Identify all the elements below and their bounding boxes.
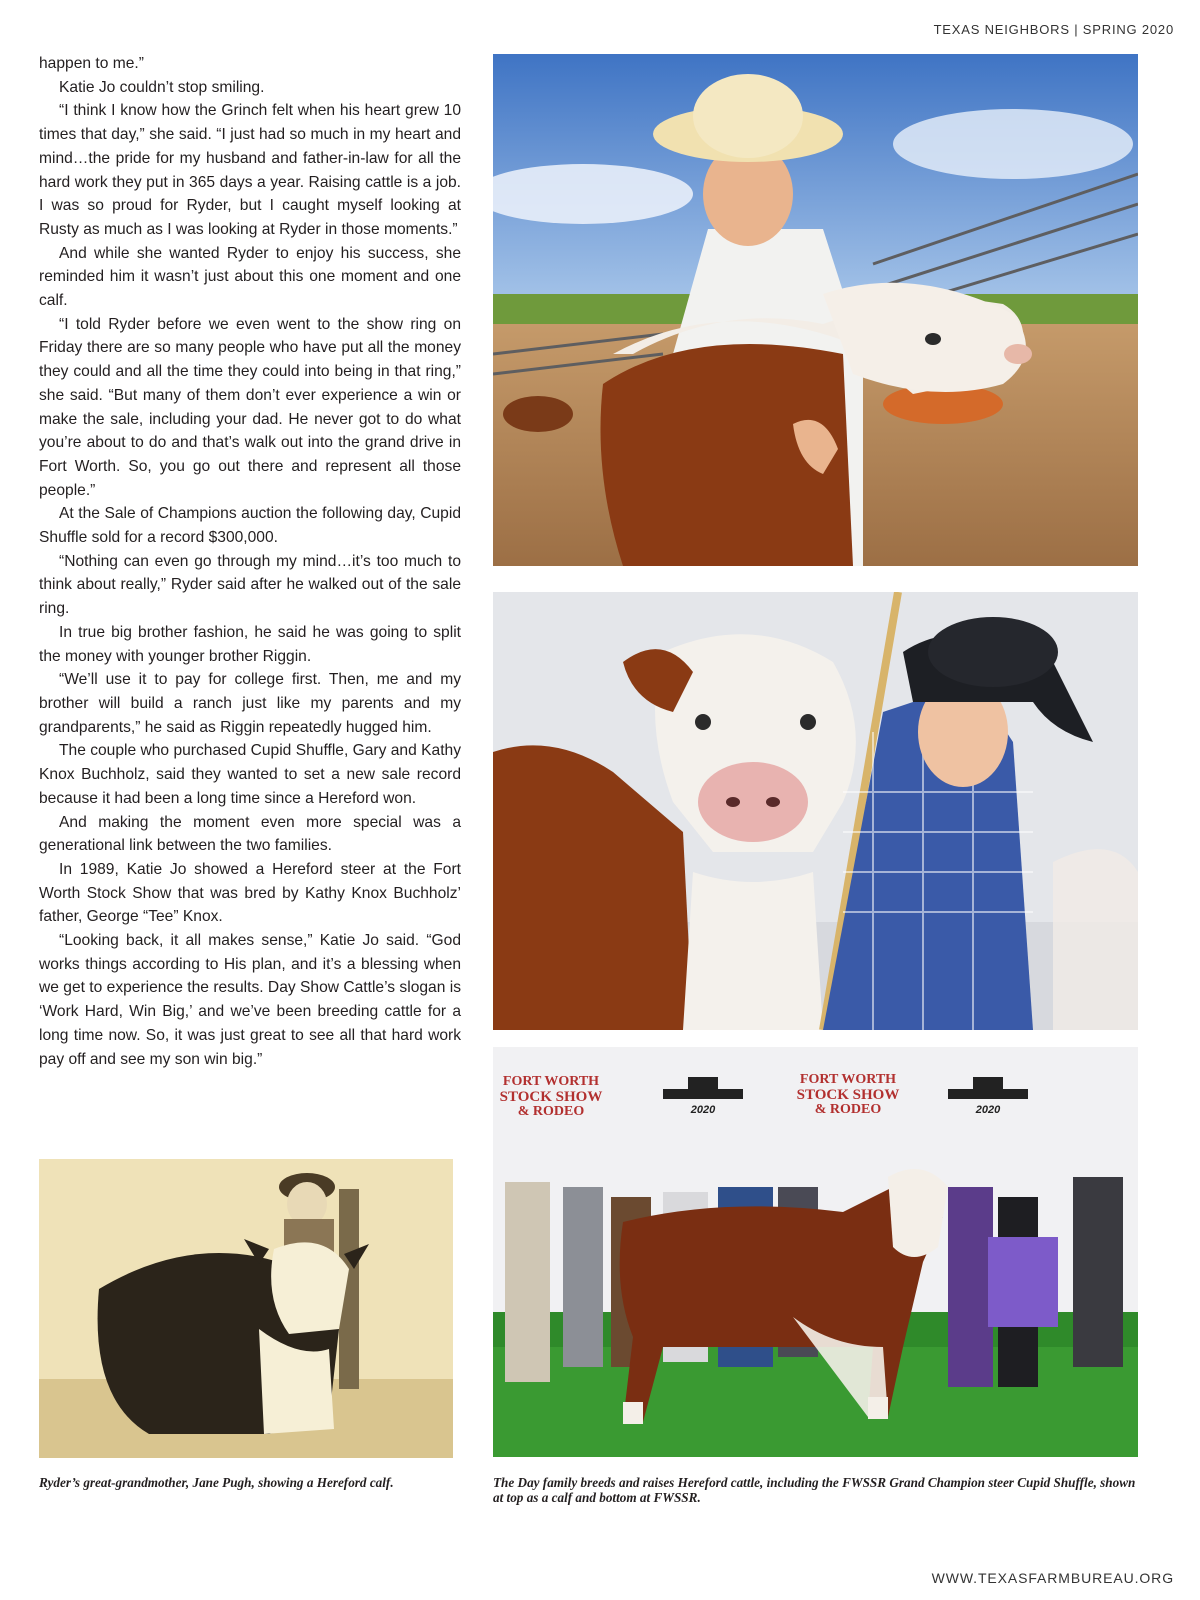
paragraph: “Looking back, it all makes sense,” Katie Jo said. “God works things according to His plan, and it’s a blessing when we get to experience the results. Day Show Cattle’s slogan is ‘Work Hard, Win Big,’ and we’ve been breeding cattle for a long time now. So, it was just great to see all that hard work pay off and see my son win big.”: [39, 932, 461, 1068]
photo-caption-right: The Day family breeds and raises Hereford cattle, including the FWSSR Grand Champion steer Cupid Shuffle, shown at top as a calf and bottom at FWSSR.: [493, 1475, 1136, 1505]
boy-showing-steer-photo: [493, 592, 1138, 1030]
backdrop-logo-text: STOCK SHOW: [796, 1087, 900, 1103]
vintage-photo: [39, 1159, 453, 1458]
article-body: [39, 52, 461, 1071]
paragraph: “Nothing can even go through my mind…it’s too much to think about really,” Ryder said after he walked out of the sale ring.: [39, 552, 461, 618]
backdrop-year: 2020: [975, 1104, 1001, 1116]
paragraph: The couple who purchased Cupid Shuffle, Gary and Kathy Knox Buchholz, said they wanted to set a new sale record because it had been a long time since a Hereford won.: [39, 742, 461, 807]
paragraph: happen to me.”: [39, 55, 144, 72]
show-photo: [493, 592, 1138, 1030]
backdrop-logo-text: STOCK SHOW: [499, 1089, 603, 1105]
paragraph: In true big brother fashion, he said he was going to split the money with younger brother Riggin.: [39, 623, 461, 665]
backdrop-logo-text: FORT WORTH: [502, 1074, 600, 1089]
backdrop-year: 2020: [690, 1104, 716, 1116]
champion-photo: [493, 1047, 1138, 1457]
calf-photo: [493, 54, 1138, 566]
paragraph: At the Sale of Champions auction the following day, Cupid Shuffle sold for a record $300,000.: [39, 505, 461, 547]
paragraph: “I told Ryder before we even went to the show ring on Friday there are so many people who have put all the money they could and all the time they could into being in that ring,” she said. “But many of them don’t ever experience a win or make the sale, including your dad. He never got to do what you’re about to do and that’s walk out into the grand drive in Fort Worth. So, you go out there and represent all those people.”: [39, 315, 461, 499]
backdrop-logo-text: & RODEO: [814, 1102, 882, 1117]
backdrop-logo-text: FORT WORTH: [799, 1072, 897, 1087]
paragraph: “I think I know how the Grinch felt when his heart grew 10 times that day,” she said. “I just had so much in my heart and mind…the pride for my husband and father-in-law for all the hard work they put in 365 days a year. Raising cattle is a job. I was so proud for Ryder, but I caught myself looking at Rusty as much as I was looking at Ryder in those moments.”: [39, 102, 461, 238]
website-url: WWW.TEXASFARMBUREAU.ORG: [931, 1570, 1174, 1586]
paragraph: And making the moment even more special was a generational link between the two families.: [39, 813, 461, 855]
paragraph: In 1989, Katie Jo showed a Hereford steer at the Fort Worth Stock Show that was bred by Kathy Knox Buchholz’ father, George “Tee” Knox.: [39, 860, 461, 926]
boy-with-calf-photo: [493, 54, 1138, 566]
photo-caption-left: Ryder’s great-grandmother, Jane Pugh, showing a Hereford calf.: [39, 1475, 394, 1490]
backdrop-logo-text: & RODEO: [517, 1104, 585, 1119]
paragraph: “We’ll use it to pay for college first. Then, me and my brother will build a ranch just like my parents and my grandparents,” he said as Riggin repeatedly hugged him.: [39, 671, 461, 736]
running-head: TEXAS NEIGHBORS | SPRING 2020: [933, 22, 1174, 37]
paragraph: Katie Jo couldn’t stop smiling.: [59, 78, 265, 96]
paragraph: And while she wanted Ryder to enjoy his success, she reminded him it wasn’t just about this one moment and one calf.: [39, 244, 461, 310]
girl-showing-hereford-photo: [39, 1159, 453, 1458]
